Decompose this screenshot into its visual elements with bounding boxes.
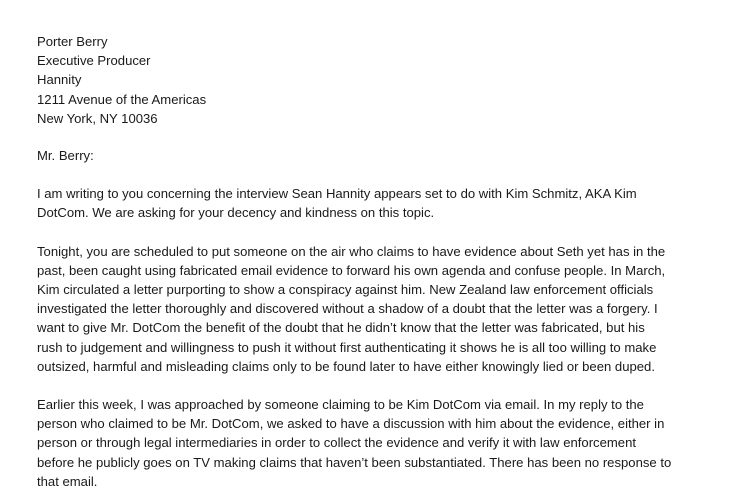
recipient-organization: Hannity xyxy=(37,72,82,88)
paragraph-email xyxy=(37,395,727,491)
paragraph-line: that email. xyxy=(37,473,98,489)
recipient-name: Porter Berry xyxy=(37,34,108,49)
paragraph-line: Earlier this week, I was approached by someone claiming to be Kim DotCom via email. In my reply to the xyxy=(37,397,644,413)
salutation: Mr. Berry: xyxy=(37,148,94,164)
paragraph-line: person who claimed to be Mr. DotCom, we asked to have a discussion with him about the evidence, either in xyxy=(37,416,665,432)
paragraph-line: want to give Mr. DotCom the benefit of the doubt that he didn’t know that the letter was fabricated, but his xyxy=(37,320,645,336)
paragraph-line: past, been caught using fabricated email evidence to forward his own agenda and confuse people. In March, xyxy=(37,262,666,278)
paragraph-line: outsized, harmful and misleading claims only to be found later to have either knowingly lied or been duped. xyxy=(37,358,655,374)
recipient-street: 1211 Avenue of the Americas xyxy=(37,91,207,107)
paragraph-intro xyxy=(37,184,727,222)
paragraph-line: investigated the letter thoroughly and discovered without a shadow of a doubt that the letter was a forgery. I xyxy=(37,301,658,317)
recipient-address-block xyxy=(37,32,727,128)
letter-body xyxy=(37,32,727,491)
paragraph-line: I am writing to you concerning the interview Sean Hannity appears set to do with Kim Schmitz, AKA Kim xyxy=(37,186,637,202)
paragraph-line: Tonight, you are scheduled to put someone on the air who claims to have evidence about Seth yet has in the xyxy=(37,243,666,259)
recipient-city: New York, NY 10036 xyxy=(37,110,158,126)
recipient-title: Executive Producer xyxy=(37,53,151,69)
paragraph-forgery xyxy=(37,242,727,376)
paragraph-line: DotCom. We are asking for your decency and kindness on this topic. xyxy=(37,205,435,221)
paragraph-line: Kim circulated a letter purporting to show a conspiracy against him. New Zealand law enforcement officials xyxy=(37,282,654,298)
paragraph-line: person or through legal intermediaries in order to collect the evidence and verify it with law enforcement xyxy=(37,435,636,451)
paragraph-line: rush to judgement and willingness to push it without first authenticating it shows he is all too willing to make xyxy=(37,339,657,355)
paragraph-line: before he publicly goes on TV making claims that haven’t been substantiated. There has been no response to xyxy=(37,454,672,470)
